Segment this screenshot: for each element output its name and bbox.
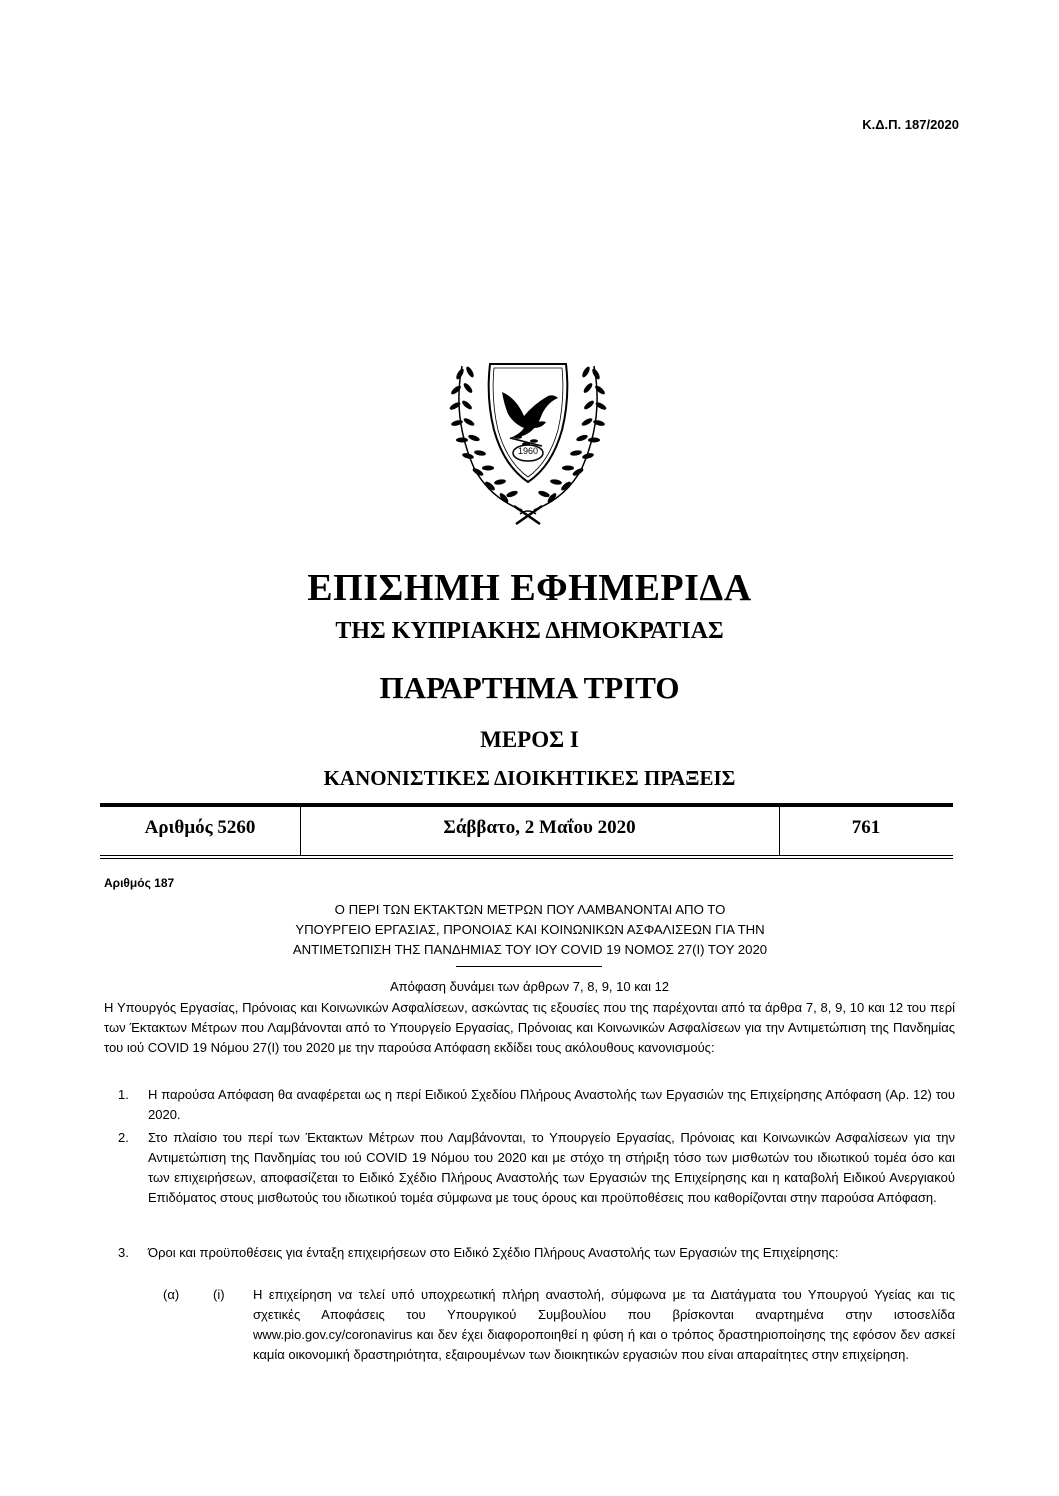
subitem-text: Η επιχείρηση να τελεί υπό υποχρεωτική πλήρη αναστολή, σύμφωνα με τα Διατάγματα του Υπουργού Υγείας και τις σχετικές Αποφάσεις του Υπουργικού Συμβουλίου που βρίσκονται αναρτημένα στην ιστοσελίδα www.pio.gov.cy/coronavirus και δεν έχει διαφοροποιηθεί η φύση ή και ο τρόπος δραστηριοποίησης της εφόσον δεν ασκεί καμία οικονομική δραστηριότητα, εξαιρουμένων των διοικητικών εργασιών που είναι απαραίτητες στην επιχείρηση. [253,1287,955,1362]
emblem-year: 1960 [517,446,539,456]
item-number: 3. [118,1245,129,1260]
part-title: ΜΕΡΟΣ Ι [480,727,579,752]
subitem-roman: (i) [213,1287,225,1302]
decision-basis: Απόφαση δυνάμει των άρθρων 7, 8, 9, 10 και 12 [389,979,670,994]
category-title: ΚΑΝΟΝΙΣΤΙΚΕΣ ΔΙΟΙΚΗΤΙΚΕΣ ΠΡΑΞΕΙΣ [323,766,736,790]
gazette-subtitle: ΤΗΣ ΚΥΠΡΙΑΚΗΣ ΔΗΜΟΚΡΑΤΙΑΣ [335,618,724,644]
law-title-line: Ο ΠΕΡΙ ΤΩΝ ΕΚΤΑΚΤΩΝ ΜΕΤΡΩΝ ΠΟΥ ΛΑΜΒΑΝΟΝΤΑΙ ΑΠΟ ΤΟ [334,902,726,917]
cyprus-coat-of-arms-icon [430,358,626,528]
issue-bar [100,803,953,859]
law-title-line: ΥΠΟΥΡΓΕΙΟ ΕΡΓΑΣΙΑΣ, ΠΡΟΝΟΙΑΣ ΚΑΙ ΚΟΙΝΩΝΙΚΩΝ ΑΣΦΑΛΙΣΕΩΝ ΓΙΑ ΤΗΝ [295,922,765,937]
coat-of-arms [430,358,626,528]
gazette-title: ΕΠΙΣΗΜΗ ΕΦΗΜΕΡΙΔΑ [307,567,752,609]
item-number: 2. [118,1130,129,1145]
law-title [200,900,860,960]
law-title-line: ΑΝΤΙΜΕΤΩΠΙΣΗ ΤΗΣ ΠΑΝΔΗΜΙΑΣ ΤΟΥ ΙΟΥ COVID 19 ΝΟΜΟΣ 27(Ι) ΤΟΥ 2020 [292,942,768,957]
item-text: Όροι και προϋποθέσεις για ένταξη επιχειρήσεων στο Ειδικό Σχέδιο Πλήρους Αναστολής των Εργασιών της Επιχείρησης: [148,1245,839,1260]
document-number: Αριθμός 187 [104,876,175,890]
intro-paragraph: Η Υπουργός Εργασίας, Πρόνοιας και Κοινωνικών Ασφαλίσεων, ασκώντας τις εξουσίες που της παρέχονται από τα άρθρα 7, 8, 9, 10 και 12 του περί των Έκτακτων Μέτρων που Λαμβάνονται από το Υπουργείο Εργασίας, Πρόνοιας και Κοινωνικών Ασφαλίσεων για την Αντιμετώπιση της Πανδημίας του ιού COVID 19 Νόμου 27(Ι) του 2020 με την παρούσα Απόφαση εκδίδει τους ακόλουθους κανονισμούς: [104,1000,955,1055]
issue-page: 761 [851,817,881,838]
title-underline [456,966,602,967]
kdp-reference: Κ.Δ.Π. 187/2020 [862,117,959,132]
issue-bar-top-rule [100,803,953,807]
item-text: Η παρούσα Απόφαση θα αναφέρεται ως η περί Ειδικού Σχεδίου Πλήρους Αναστολής των Εργασιών της Επιχείρησης Απόφαση (Αρ. 12) του 2020. [148,1087,955,1122]
subitem-letter: (α) [163,1287,180,1302]
supplement-title: ΠΑΡΑΡΤΗΜΑ ΤΡΙΤΟ [379,670,680,705]
issue-date: Σάββατο, 2 Μαΐου 2020 [443,817,636,838]
item-number: 1. [118,1087,129,1102]
issue-number: Αριθμός 5260 [144,817,256,838]
issue-bar-bottom-rule [100,858,953,859]
item-text: Στο πλαίσιο του περί των Έκτακτων Μέτρων που Λαμβάνονται, το Υπουργείο Εργασίας, Πρόνοιας και Κοινωνικών Ασφαλίσεων για την Αντιμετώπιση της Πανδημίας του ιού COVID 19 Νόμου του 2020 και με στόχο τη στήριξη τόσο των μισθωτών του ιδιωτικού τομέα όσο και των επιχειρήσεων, αποφασίζεται το Ειδικό Σχέδιο Πλήρους Αναστολής των Εργασιών της Επιχείρησης και η καταβολή Ειδικού Ανεργιακού Επιδόματος στους μισθωτούς του ιδιωτικού τομέα σύμφωνα με τους όρους και προϋποθέσεις που καθορίζονται στην παρούσα Απόφαση. [148,1130,955,1205]
